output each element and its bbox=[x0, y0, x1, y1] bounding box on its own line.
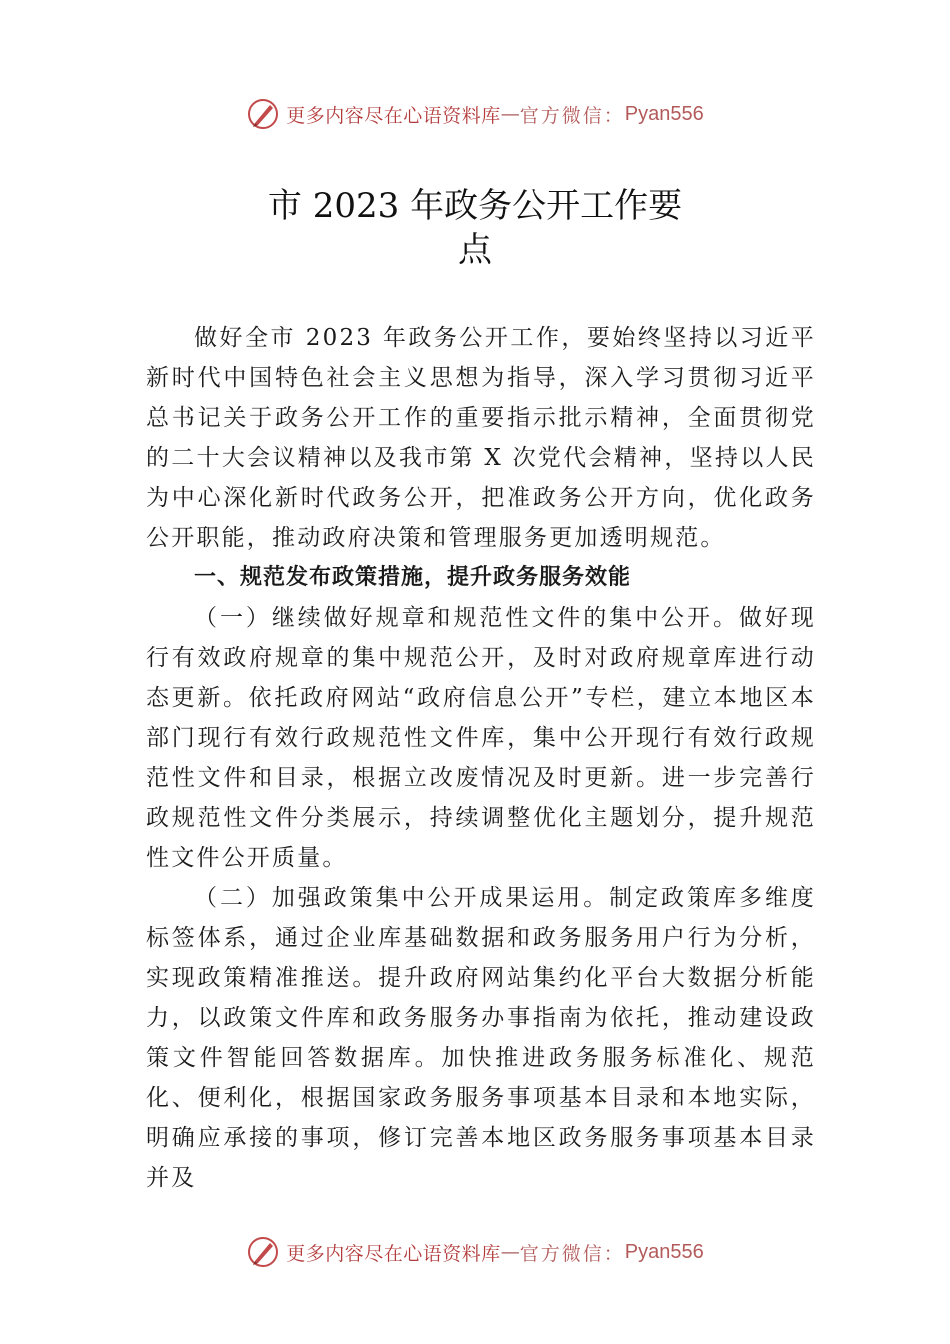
title-line-2: 点 bbox=[458, 230, 492, 270]
watermark-site-text: 更多内容尽在心语资料库 bbox=[286, 1242, 501, 1265]
intro-paragraph: 做好全市 2023 年政务公开工作，要始终坚持以习近平新时代中国特色社会主义思想为指导，深入学习贯彻习近平总书记关于政务公开工作的重要指示批示精神，全面贯彻党的二十大会议精神以及我市第 X 次党代会精神，坚持以人民为中心深化新时代政务公开，把准政务公开方向，优化政务公开职能，推动政府决策和管理服务更加透明规范。 bbox=[146, 325, 816, 551]
watermark-separator: — bbox=[500, 103, 520, 125]
quill-pen-logo-icon bbox=[246, 97, 280, 131]
watermark-banner-top bbox=[0, 94, 950, 134]
title-line-1: 市 2023 年政务公开工作要 bbox=[267, 186, 683, 226]
section-1-heading: 一、规范发布政策措施，提升政务服务效能 bbox=[194, 565, 632, 590]
watermark-banner-bottom bbox=[0, 1232, 950, 1272]
quill-pen-logo-icon bbox=[246, 1235, 280, 1269]
item-2-paragraph: （二）加强政策集中公开成果运用。制定政策库多维度标签体系，通过企业库基础数据和政务服务用户行为分析， 实现政策精准推送。提升政府网站集约化平台大数据分析能力，以政策文件库和政务服务办事指南为依托，推动建设政策文件智能回答数据库。加快推进政务服务标准化、规范化、便利化，根据国家政务服务事项基本目录和本地实际，明确应承接的事项，修订完善本地区政务服务事项基本目录并及 bbox=[146, 885, 816, 1191]
watermark-separator: — bbox=[500, 1241, 520, 1263]
watermark-wechat-id: Pyan556 bbox=[624, 102, 704, 125]
watermark-site-text: 更多内容尽在心语资料库 bbox=[286, 104, 501, 127]
document-title bbox=[0, 184, 950, 272]
watermark-wechat-id: Pyan556 bbox=[624, 1240, 704, 1263]
watermark-wechat-label: 官方微信： bbox=[519, 1242, 625, 1265]
document-body bbox=[146, 318, 816, 1198]
watermark-wechat-label: 官方微信： bbox=[519, 104, 625, 127]
item-1-paragraph: （一）继续做好规章和规范性文件的集中公开。做好现行有效政府规章的集中规范公开，及时对政府规章库进行动态更新。依托政府网站“政府信息公开”专栏，建立本地区本部门现行有效行政规范性文件库，集中公开现行有效行政规范性文件和目录，根据立改废情况及时更新。进一步完善行政规范性文件分类展示，持续调整优化主题划分，提升规范性文件公开质量。 bbox=[146, 605, 816, 871]
